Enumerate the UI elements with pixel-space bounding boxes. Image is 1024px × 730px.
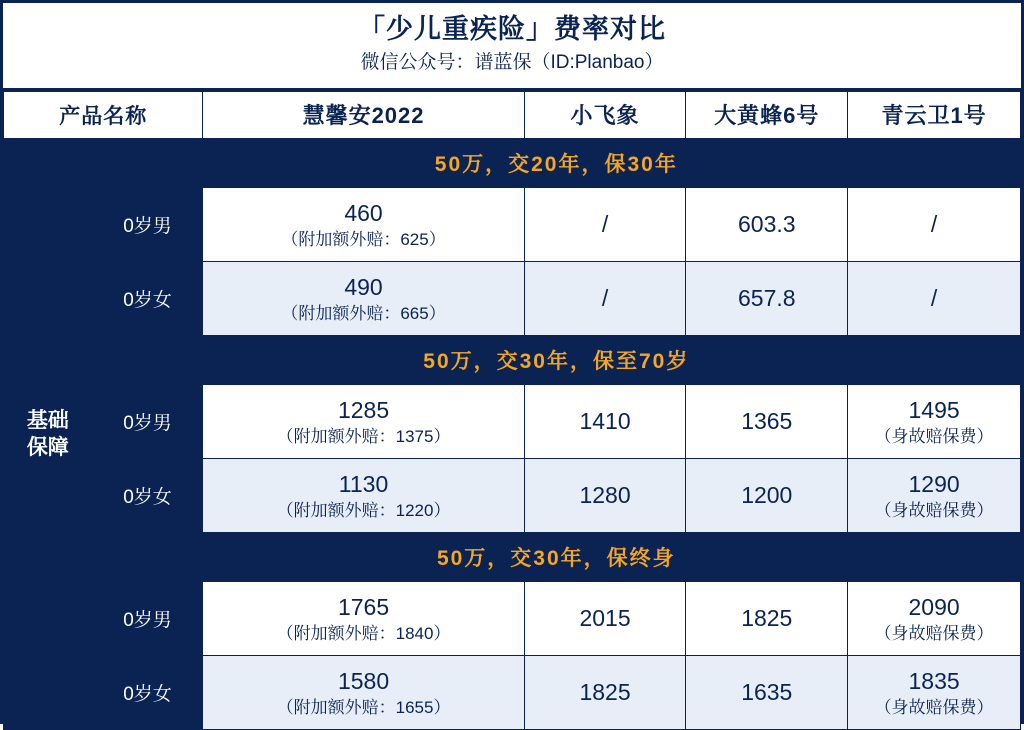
table-row — [4, 655, 1021, 729]
cell-main-value: 1825 — [579, 679, 631, 706]
cell-main-value: 1365 — [741, 408, 793, 435]
cell-note: （身故赔保费） — [874, 697, 994, 717]
cell-note: （附加额外赔：1840） — [276, 623, 451, 643]
cell-value — [524, 187, 686, 261]
category-line-1: 基础 — [26, 408, 69, 432]
cell-value — [686, 581, 848, 655]
cell-main-value: / — [930, 285, 938, 312]
table-row — [4, 458, 1021, 532]
cell-note: （附加额外赔：625） — [281, 229, 446, 249]
cell-value — [848, 458, 1021, 532]
cell-main-value: 1290 — [908, 470, 960, 497]
title-block — [3, 3, 1021, 91]
cell-value — [686, 655, 848, 729]
section-band-row — [4, 138, 1021, 187]
cell-value — [848, 384, 1021, 458]
cell-main-value: 1130 — [338, 470, 389, 497]
page-title: 「少儿重疾险」费率对比 — [358, 14, 666, 44]
cell-main-value: / — [930, 211, 938, 238]
section-band-label-3: 50万，交30年，保终身 — [92, 532, 1020, 581]
cell-main-value: / — [601, 211, 609, 238]
cell-value — [686, 261, 848, 335]
cell-value — [203, 655, 524, 729]
column-header-product-2: 小飞象 — [524, 91, 686, 138]
cell-value — [524, 458, 686, 532]
cell-note: （附加额外赔：1375） — [276, 426, 451, 446]
cell-note: （附加额外赔：1655） — [276, 697, 451, 717]
cell-value — [203, 187, 524, 261]
cell-value — [686, 384, 848, 458]
column-header-product-name: 产品名称 — [4, 91, 203, 138]
cell-value — [524, 581, 686, 655]
section-band-label-1: 50万，交20年，保30年 — [92, 138, 1020, 187]
cell-main-value: 1200 — [741, 482, 793, 509]
cell-value — [203, 261, 524, 335]
rate-comparison-table — [3, 91, 1021, 730]
cell-main-value: / — [601, 285, 609, 312]
cell-main-value: 1580 — [337, 667, 390, 694]
cell-value — [524, 655, 686, 729]
cell-main-value: 1285 — [337, 396, 390, 423]
cell-value — [524, 261, 686, 335]
cell-note: （附加额外赔：1220） — [276, 500, 451, 520]
cell-main-value: 1825 — [741, 605, 793, 632]
row-label-age: 0岁女 — [92, 458, 203, 532]
cell-value — [848, 655, 1021, 729]
row-label-age: 0岁男 — [92, 384, 203, 458]
cell-main-value: 603.3 — [737, 211, 796, 238]
cell-main-value: 1280 — [579, 482, 631, 509]
category-line-2: 保障 — [26, 435, 69, 459]
row-label-age: 0岁女 — [92, 261, 203, 335]
cell-main-value: 460 — [344, 199, 383, 226]
row-label-age: 0岁男 — [92, 187, 203, 261]
cell-value — [203, 384, 524, 458]
table-row — [4, 384, 1021, 458]
table-row — [4, 581, 1021, 655]
cell-note: （身故赔保费） — [874, 623, 994, 643]
cell-value — [686, 187, 848, 261]
cell-note: （身故赔保费） — [874, 500, 994, 520]
column-header-product-3: 大黄蜂6号 — [686, 91, 848, 138]
cell-note: （附加额外赔：665） — [281, 303, 446, 323]
cell-main-value: 1635 — [741, 679, 793, 706]
cell-value — [524, 384, 686, 458]
cell-value — [848, 581, 1021, 655]
section-band-row — [4, 335, 1021, 384]
table-row — [4, 261, 1021, 335]
cell-main-value: 1835 — [908, 667, 960, 694]
column-header-product-4: 青云卫1号 — [848, 91, 1021, 138]
row-label-age: 0岁男 — [92, 581, 203, 655]
category-cell-basic-coverage — [4, 138, 93, 729]
column-header-product-1: 慧馨安2022 — [203, 91, 524, 138]
cell-main-value: 1410 — [579, 408, 631, 435]
table-row — [4, 187, 1021, 261]
section-band-label-2: 50万，交30年，保至70岁 — [92, 335, 1020, 384]
row-label-age: 0岁女 — [92, 655, 203, 729]
cell-value — [848, 187, 1021, 261]
cell-value — [203, 458, 524, 532]
cell-main-value: 2015 — [579, 605, 631, 632]
cell-value — [848, 261, 1021, 335]
page-subtitle: 微信公众号：谱蓝保（ID:Planbao） — [360, 52, 664, 74]
cell-note: （身故赔保费） — [874, 426, 994, 446]
cell-value — [686, 458, 848, 532]
section-band-row — [4, 532, 1021, 581]
cell-main-value: 1495 — [908, 396, 960, 423]
cell-main-value: 490 — [344, 273, 383, 300]
cell-main-value: 1765 — [337, 593, 390, 620]
cell-value — [203, 581, 524, 655]
cell-main-value: 657.8 — [737, 285, 796, 312]
table-header-row — [4, 91, 1021, 138]
cell-main-value: 2090 — [908, 593, 960, 620]
